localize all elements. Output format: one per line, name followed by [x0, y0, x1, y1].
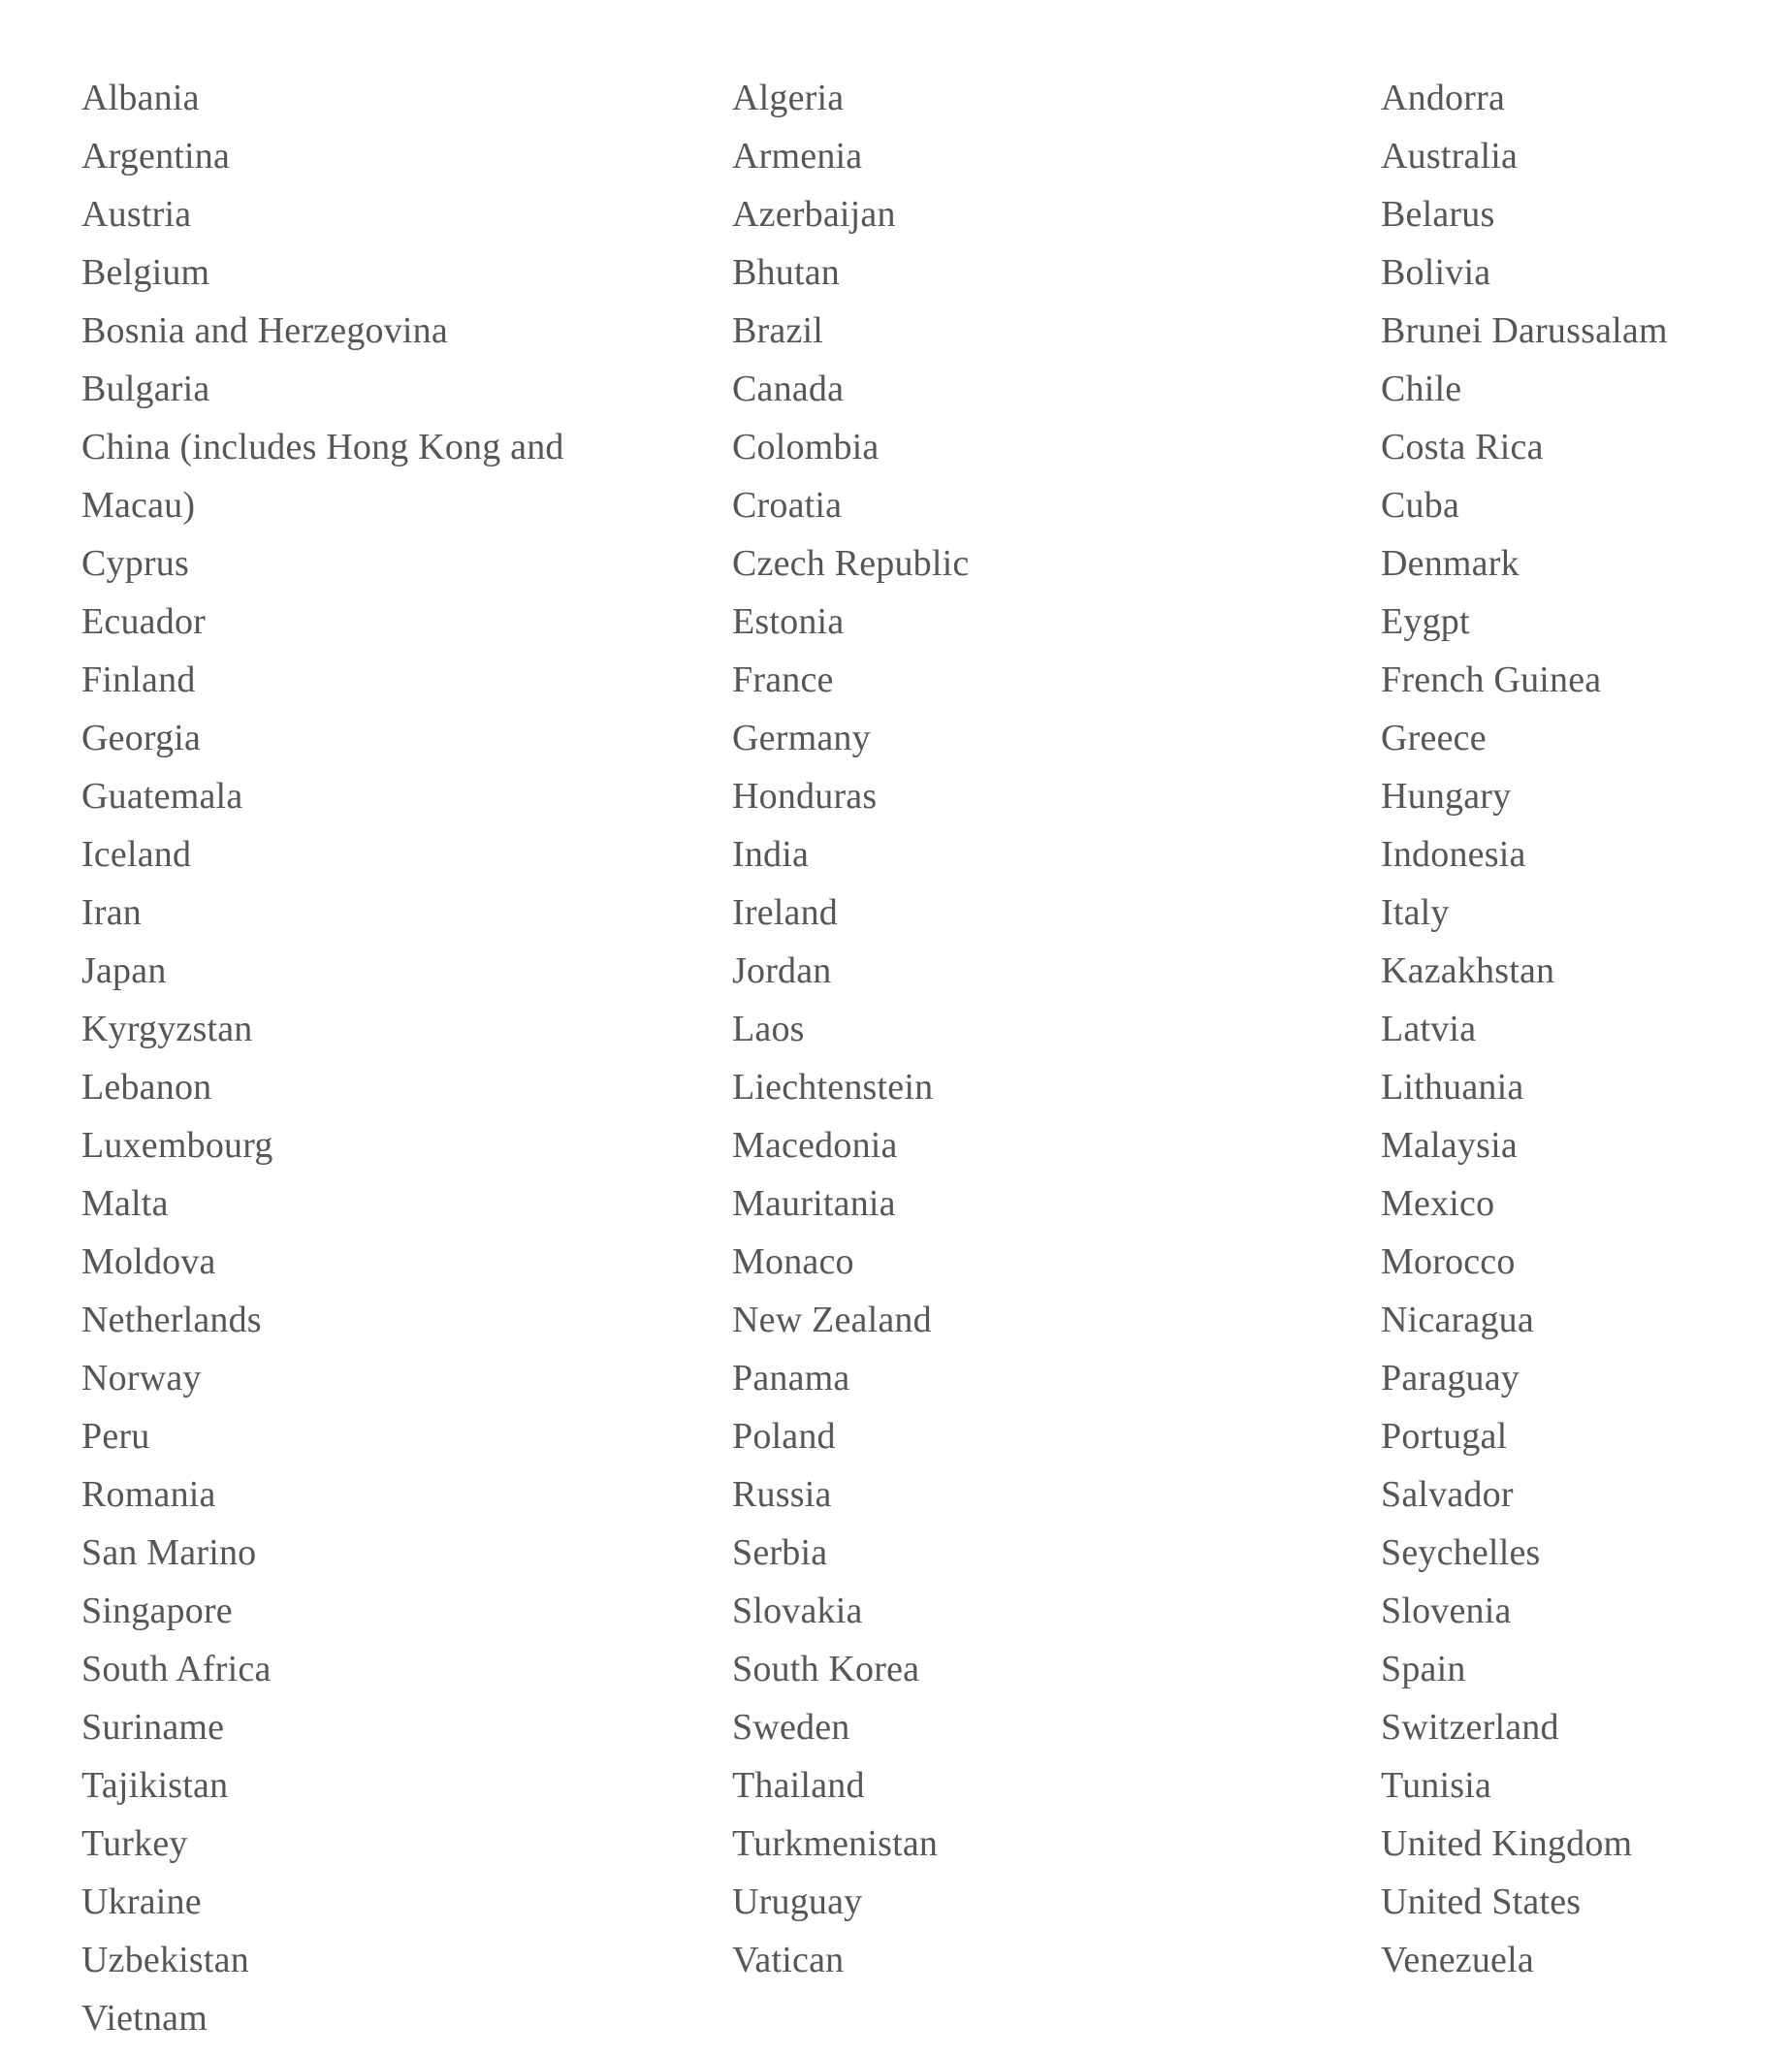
country-item: Japan	[81, 950, 167, 991]
country-item: Bulgaria	[81, 369, 210, 409]
country-item: Lithuania	[1381, 1067, 1524, 1108]
country-item: Morocco	[1381, 1241, 1516, 1282]
country-item: Armenia	[732, 136, 863, 177]
country-item: Seychelles	[1381, 1532, 1541, 1573]
country-item: Chile	[1381, 369, 1462, 409]
country-item: India	[732, 834, 810, 875]
country-item: Vietnam	[81, 1998, 208, 2039]
country-item: Nicaragua	[1381, 1300, 1534, 1340]
country-item: Canada	[732, 369, 845, 409]
country-item: Uzbekistan	[81, 1940, 249, 1980]
country-item: San Marino	[81, 1532, 257, 1573]
country-item: Luxembourg	[81, 1125, 273, 1166]
country-item: Bosnia and Herzegovina	[81, 310, 448, 351]
country-item: Salvador	[1381, 1474, 1514, 1515]
country-item: Finland	[81, 659, 196, 700]
country-item: Tunisia	[1381, 1765, 1492, 1806]
country-item: Slovakia	[732, 1591, 863, 1631]
country-item: Brazil	[732, 310, 824, 351]
country-item: Macedonia	[732, 1125, 898, 1166]
country-item: Thailand	[732, 1765, 865, 1806]
country-item: Albania	[81, 78, 200, 118]
country-column-3	[1381, 69, 1788, 1989]
country-item: Estonia	[732, 601, 845, 642]
country-item: Andorra	[1381, 78, 1506, 118]
country-item: Sweden	[732, 1707, 850, 1748]
country-item: Italy	[1381, 892, 1450, 933]
country-item: Venezuela	[1381, 1940, 1534, 1980]
country-item: Germany	[732, 718, 871, 758]
country-item: Ecuador	[81, 601, 206, 642]
country-item: Laos	[732, 1009, 805, 1049]
country-item: Latvia	[1381, 1009, 1477, 1049]
country-item: South Korea	[732, 1649, 920, 1689]
country-item: Iran	[81, 892, 142, 933]
country-column-1	[81, 69, 702, 2047]
country-item: Kazakhstan	[1381, 950, 1555, 991]
country-item: Liechtenstein	[732, 1067, 934, 1108]
country-item: Poland	[732, 1416, 836, 1457]
country-item: Argentina	[81, 136, 231, 177]
country-item: Greece	[1381, 718, 1487, 758]
country-item: Tajikistan	[81, 1765, 229, 1806]
country-item: Malta	[81, 1183, 169, 1224]
country-item: Belgium	[81, 252, 210, 293]
country-item: Vatican	[732, 1940, 845, 1980]
country-item: French Guinea	[1381, 659, 1602, 700]
country-item: United States	[1381, 1881, 1582, 1922]
country-item: Norway	[81, 1358, 202, 1398]
country-item: Lebanon	[81, 1067, 212, 1108]
country-item: New Zealand	[732, 1300, 932, 1340]
country-item: Bolivia	[1381, 252, 1491, 293]
country-item: Costa Rica	[1381, 427, 1544, 467]
country-item: Singapore	[81, 1591, 233, 1631]
country-item: Cyprus	[81, 543, 189, 584]
country-item: Denmark	[1381, 543, 1520, 584]
country-item: Panama	[732, 1358, 850, 1398]
country-item: Portugal	[1381, 1416, 1508, 1457]
country-item: Macau)	[81, 485, 196, 526]
country-item: Ireland	[732, 892, 838, 933]
country-item: Peru	[81, 1416, 150, 1457]
country-item: Austria	[81, 194, 192, 235]
country-item: Malaysia	[1381, 1125, 1518, 1166]
country-item: Turkmenistan	[732, 1823, 939, 1864]
country-item: Mexico	[1381, 1183, 1495, 1224]
country-item: Mauritania	[732, 1183, 896, 1224]
country-item: Bhutan	[732, 252, 840, 293]
country-item: Azerbaijan	[732, 194, 896, 235]
country-item: Romania	[81, 1474, 216, 1515]
country-item: Australia	[1381, 136, 1519, 177]
country-item: Croatia	[732, 485, 843, 526]
country-item: Algeria	[732, 78, 845, 118]
country-item: China (includes Hong Kong and	[81, 427, 564, 467]
country-item: Eygpt	[1381, 601, 1470, 642]
country-item: Uruguay	[732, 1881, 863, 1922]
country-item: Suriname	[81, 1707, 225, 1748]
country-item: Guatemala	[81, 776, 243, 817]
country-item: Honduras	[732, 776, 878, 817]
country-item: United Kingdom	[1381, 1823, 1633, 1864]
country-item: Hungary	[1381, 776, 1512, 817]
country-item: Cuba	[1381, 485, 1460, 526]
country-column-2	[732, 69, 1353, 1989]
country-item: Moldova	[81, 1241, 216, 1282]
country-item: Spain	[1381, 1649, 1466, 1689]
country-item: Ukraine	[81, 1881, 202, 1922]
country-item: France	[732, 659, 834, 700]
country-item: Georgia	[81, 718, 202, 758]
country-item: Indonesia	[1381, 834, 1526, 875]
country-item: Slovenia	[1381, 1591, 1512, 1631]
country-item: Brunei Darussalam	[1381, 310, 1668, 351]
country-item: Jordan	[732, 950, 832, 991]
country-item: South Africa	[81, 1649, 272, 1689]
country-item: Russia	[732, 1474, 832, 1515]
country-item: Switzerland	[1381, 1707, 1559, 1748]
country-item: Czech Republic	[732, 543, 970, 584]
country-item: Netherlands	[81, 1300, 262, 1340]
country-item: Turkey	[81, 1823, 188, 1864]
country-item: Belarus	[1381, 194, 1495, 235]
country-item: Monaco	[732, 1241, 854, 1282]
country-item: Iceland	[81, 834, 192, 875]
country-item: Colombia	[732, 427, 880, 467]
country-item: Paraguay	[1381, 1358, 1520, 1398]
country-item: Kyrgyzstan	[81, 1009, 253, 1049]
country-item: Serbia	[732, 1532, 828, 1573]
